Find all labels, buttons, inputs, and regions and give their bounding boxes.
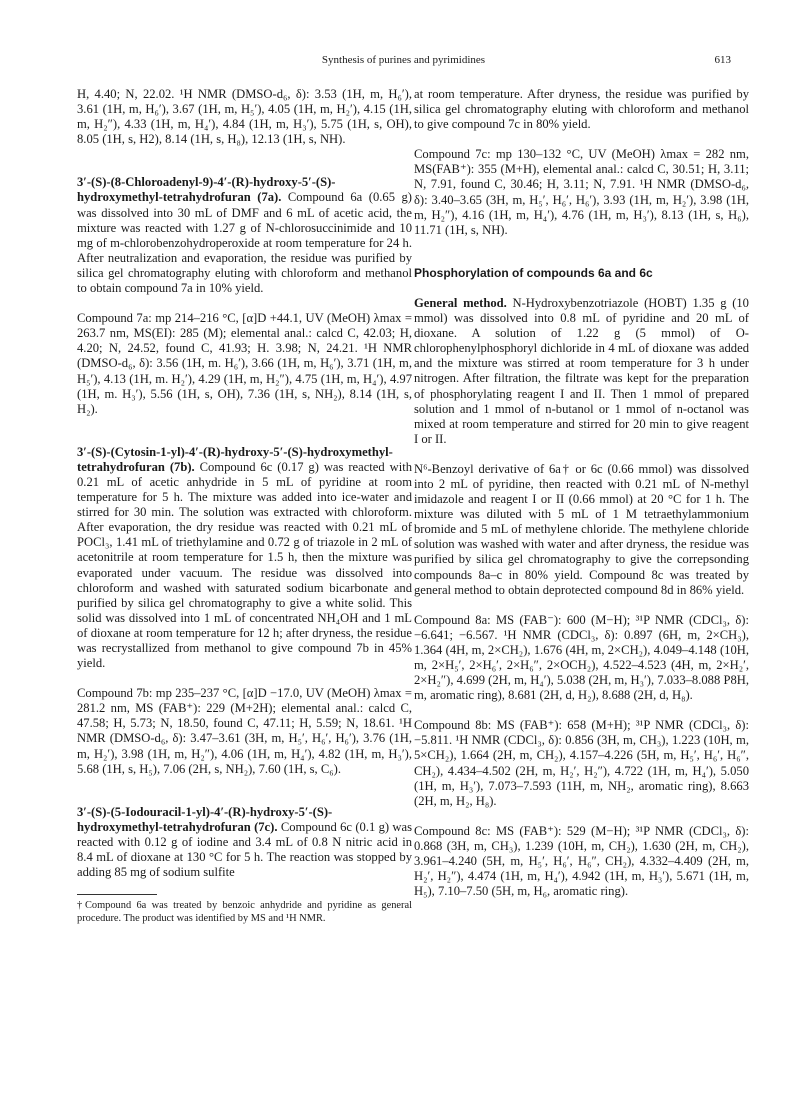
method-heading: General method. (414, 295, 507, 310)
paragraph-7a-data: Compound 7a: mp 214–216 °C, [α]D +44.1, UV (MeOH) λmax = 263.7 nm, MS(EI): 285 (M); elemental anal.: calcd C, 42.03; H, 4.20; N, 24.52, found C, 41.93; H. 3.98; N, 24.21. ¹H NMR (DMSO-d₆, δ): 3.56 (1H, m. H₆′), 3.66 (1H, m, H₆′), 3.71 (1H, m, H₅′), 4.13 (1H, m. H₂′), 4.29 (1H, m, H₂″), 4.75 (1H, m, H₄′), 4.97 (1H, m. H₃′), 5.56 (1H, s, OH), 7.36 (1H, s, NH₂), 8.14 (1H, s, H₂). (77, 311, 412, 416)
paragraph-7b-data: Compound 7b: mp 235–237 °C, [α]D −17.0, UV (MeOH) λmax = 281.2 nm, MS (FAB⁺): 229 (M+2H); elemental anal.: calcd C, 47.58; H, 5.73; N, 18.50, found C, 47.11; H, 5.59; N, 18.61. ¹H NMR (DMSO-d₆, δ): 3.47–3.61 (3H, m, H₅′, H₆′, H₆′), 3.76 (1H, m, H₂′), 3.98 (1H, m, H₂″), 4.06 (1H, m, H₄′), 4.82 (1H, m, H₃′), 5.68 (1H, s, H₅), 7.06 (2H, s, NH₂), 7.60 (1H, s, C₆). (77, 686, 412, 776)
compound-heading: 3′-(S)-(5-Iodouracil-1-yl)-4′-(R)-hydroxy-5′-(S)-hydroxymethyl-tetrahydrofuran (7c). (77, 804, 333, 834)
paragraph: N⁶-Benzoyl derivative of 6a† or 6c (0.66 mmol) was dissolved into 2 mL of pyridine, then reacted with 0.21 mL of N-methyl imidazole and reagent I or II (0.66 mmol) at 20 °C for 1 h. The mixture was diluted with 5 mL of 1 M tetraethylammonium bromide and 5 mL of methylene chloride. The methylene chloride solution was washed with water and after dryness, the residue was purified by silica gel chromatography to give the correpsonding compounds 8a–c in 80% yield. Compound 8c was treated by general method to obtain deprotected compound 8d in 86% yield. (414, 461, 749, 597)
paragraph-body: Compound 6c (0.1 g) was reacted with 0.12 g of iodine and 3.4 mL of 0.8 N nitric acid in 8.4 mL of dioxane at 130 °C for 5 h. The reaction was stopped by adding 85 mg of sodium sulfite (77, 819, 412, 880)
footnote: †Compound 6a was treated by benzoic anhydride and pyridine as general procedure. The product was identified by MS and ¹H NMR. (77, 900, 412, 925)
paragraph-body: Compound 6c (0.17 g) was reacted with 0.21 mL of acetic anhydride in 5 mL of pyridine at room temperature for 5 h. The mixture was added into ice-water and stirred for 30 min. The solution was extracted with chloroform. After evaporation, the dry residue was reacted with 0.21 mL of POCl₃, 1.41 mL of triethylamine and 0.72 g of triazole in 2 mL of acetonitrile at room temperature for 1.5 h, then the mixture was evaporated under vacuum. The residue was dissolved into chloroform and washed with saturated sodium bicarbonate and purified by silica gel chromatography to give a white solid. This solid was dissolved into 1 mL of concentrated NH₄OH and 1 mL of dioxane at room temperature for 12 h; after dryness, the residue was recrystallized from methanol to give compound 7b in 45% yield. (77, 459, 412, 671)
paragraph-7a-synthesis (77, 175, 412, 296)
left-column (77, 87, 412, 926)
paragraph-8a-data: Compound 8a: MS (FAB⁻): 600 (M−H); ³¹P NMR (CDCl₃, δ): −6.641; −6.567. ¹H NMR (CDCl₃, δ): 0.897 (6H, m, 2×CH₃), 1.364 (4H, m, 2×CH₂), 1.676 (4H, m, 2×CH₂), 4.049–4.148 (10H, m, 2×H₅′, 2×H₆′, 2×H₆″, 2×OCH₂), 4.522–4.523 (4H, m, 2×H₂′, 2×H₂″), 4.699 (2H, m, H₄′), 5.038 (2H, m, H₃′), 7.033–8.088 P8H, m, aromatic ring), 8.681 (2H, d, H₂), 8.688 (2H, d, H₈). (414, 612, 749, 703)
footnote-rule (77, 894, 157, 895)
paragraph-8c-data: Compound 8c: MS (FAB⁺): 529 (M−H); ³¹P NMR (CDCl₃, δ): 0.868 (3H, m, CH₃), 1.239 (10H, m, CH₂), 1.630 (2H, m, CH₂), 3.961–4.240 (5H, m, H₅′, H₆′, H₆″, CH₂), 4.332–4.409 (2H, m, H₂′, H₂″), 4.474 (1H, m, H₄′), 4.942 (1H, m, H₃′), 5.671 (1H, m, H₅), 7.10–7.50 (5H, m, H₆, aromatic ring). (414, 823, 749, 899)
paragraph-body: Compound 6a (0.65 g) was dissolved into 30 mL of DMF and 6 mL of acetic acid, the mixture was reacted with 1.27 g of N-chlorosuccinimide and 10 mg of m-chlorobenzohydroperoxide at room temperature for 24 h. After neutralization and evaporation, the residue was purified by silica gel chromatography eluting with chloroform and methanol to obtain compound 7a in 10% yield. (77, 190, 412, 296)
running-header-title: Synthesis of purines and pyrimidines (321, 54, 486, 66)
paragraph: at room temperature. After dryness, the residue was purified by silica gel chromatography eluting with chloroform and methanol to give compound 7c in 80% yield. (414, 87, 749, 132)
paragraph-8b-data: Compound 8b: MS (FAB⁺): 658 (M+H); ³¹P NMR (CDCl₃, δ): −5.811. ¹H NMR (CDCl₃, δ): 0.856 (3H, m, CH₃), 1.223 (10H, m, 5×CH₂), 1.664 (2H, m, CH₂), 4.157–4.226 (5H, m, H₅′, H₆′, H₆″, CH₂), 4.434–4.502 (2H, m, H₂′, H₂″), 4.722 (1H, m, H₄′), 5.050 (1H, m, H₃′), 7.073–7.593 (11H, m, NH₂, aromatic ring), 8.663 (2H, m, H₂, H₈). (414, 718, 749, 808)
paragraph-general-method (414, 296, 749, 447)
paragraph-body: N-Hydroxybenzotriazole (HOBT) 1.35 g (10 mmol) was dissolved into 0.8 mL of pyridine and 20 mL of dioxane. A solution of 1.22 g (5 mmol) of O-chlorophenylphosphoryl dichloride in 4 mL of dioxane was added and the mixture was stirred at room temperature for 3 h under nitrogen. After filtration, the filtrate was kept for the preparation of phosphorylating reagent I and II. Then 1 mmol of prepared solution and 1 mmol of n-butanol or 1 mmol of n-octanol was mixed at room temperature and stirred for 20 min to give reagent I or II. (414, 295, 749, 446)
section-heading: Phosphorylation of compounds 6a and 6c (414, 265, 653, 280)
compound-heading: 3′-(S)-(Cytosin-1-yl)-4′-(R)-hydroxy-5′-(S)-hydroxymethyl-tetrahydrofuran (7b). (77, 444, 393, 474)
paragraph-7c-synthesis (77, 805, 412, 880)
right-column (414, 87, 749, 899)
paragraph-7b-synthesis (77, 445, 412, 671)
compound-heading: 3′-(S)-(8-Chloroadenyl-9)-4′-(R)-hydroxy-5′-(S)-hydroxymethyl-tetrahydrofuran (7a). (77, 175, 336, 205)
paragraph-7c-data: Compound 7c: mp 130–132 °C, UV (MeOH) λmax = 282 nm, MS(FAB⁺): 355 (M+H), elemental anal.: calcd C, 30.51; H, 3.11; N, 7.91, found C, 30.46; H, 3.11; N, 7.91. ¹H NMR (DMSO-d₆, δ): 3.40–3.65 (3H, m, H₅′, H₆′, H₆′), 3.93 (1H, m, H₂′), 3.98 (1H, m, H₂″), 4.16 (1H, m, H₄′), 4.76 (1H, m, H₃′), 8.13 (1H, s, H₆), 11.71 (1H, s, NH). (414, 147, 749, 237)
page-number: 613 (714, 54, 731, 66)
paragraph: H, 4.40; N, 22.02. ¹H NMR (DMSO-d₆, δ): 3.53 (1H, m, H₆′), 3.61 (1H, m, H₆′), 3.67 (1H, m, H₅′), 4.05 (1H, m, H₂′), 4.15 (1H, m, H₂″), 4.33 (1H, m, H₄′), 4.84 (1H, m, H₃′), 5.75 (1H, s, OH), 8.05 (1H, s, H2), 8.14 (1H, s, H₈), 12.13 (1H, s, NH). (77, 87, 412, 147)
